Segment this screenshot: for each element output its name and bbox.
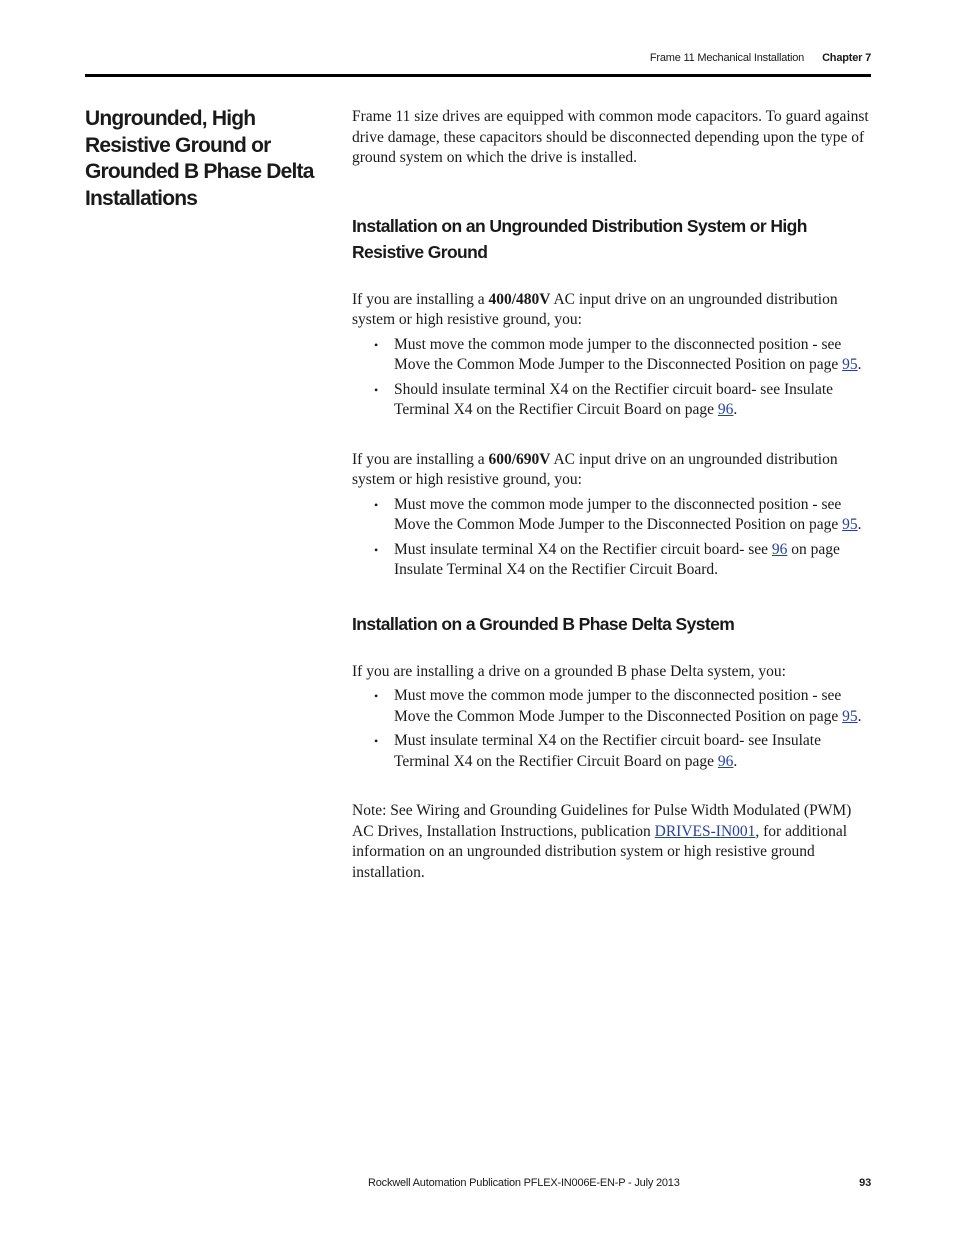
bullet-icon: • [374, 337, 379, 352]
publication-link[interactable]: DRIVES-IN001 [654, 822, 756, 840]
section1-list-b [352, 495, 872, 581]
bullet-icon: • [374, 542, 379, 557]
voltage-600-690: 600/690V [488, 450, 551, 468]
bullet-icon: • [374, 734, 379, 748]
page-link-96[interactable]: 96 [771, 540, 788, 558]
section2-list [352, 686, 872, 772]
intro-paragraph: Frame 11 size drives are equipped with common mode capacitors. To guard against drive damage, these capacitors should be disconnected depending upon the type of ground system on which the drive is installed. [352, 108, 869, 166]
section1-paragraph-a: If you are installing a 400/480V AC input drive on an ungrounded distribution system or high resistive ground, you: [352, 290, 838, 328]
page-link-96[interactable]: 96 [717, 752, 734, 770]
main-content [352, 107, 872, 883]
running-header [0, 52, 871, 64]
section2-paragraph: If you are installing a drive on a grounded B phase Delta system, you: [352, 662, 786, 680]
bullet-icon: • [374, 689, 379, 703]
note-paragraph: Note: See Wiring and Grounding Guidelines for Pulse Width Modulated (PWM) AC Drives, Installation Instructions, publication DRIVES-IN001, for additional information on an ungrounded distribution system or high resistive ground installation. [352, 802, 852, 881]
page-number: 93 [859, 1177, 871, 1189]
section2-heading: Installation on a Grounded B Phase Delta System [352, 613, 735, 634]
section1-heading: Installation on an Ungrounded Distribution System or High Resistive Ground [352, 215, 807, 262]
header-chapter-label: Chapter 7 [822, 52, 871, 64]
footer-publication: Rockwell Automation Publication PFLEX-IN006E-EN-P - July 2013 [368, 1177, 680, 1189]
bullet-icon: • [374, 497, 379, 512]
bullet-icon: • [374, 382, 379, 397]
list-item: • Must insulate terminal X4 on the Rectifier circuit board- see 96 on page Insulate Terminal X4 on the Rectifier Circuit Board. [374, 540, 840, 578]
page-link-95[interactable]: 95 [842, 356, 858, 373]
list-item: • Must move the common mode jumper to the disconnected position - see Move the Common Mode Jumper to the Disconnected Position on page 95. [374, 335, 862, 373]
section1-paragraph-b: If you are installing a 600/690V AC input drive on an ungrounded distribution system or high resistive ground, you: [352, 450, 838, 488]
page-link-95[interactable]: 95 [842, 707, 858, 725]
list-item: • Must move the common mode jumper to the disconnected position - see Move the Common Mode Jumper to the Disconnected Position on page 95. [374, 687, 862, 725]
page-link-96[interactable]: 96 [717, 401, 734, 418]
section-side-title: Ungrounded, High Resistive Ground or Grounded B Phase Delta Installations [85, 107, 314, 210]
page-link-95[interactable]: 95 [842, 516, 858, 533]
header-section-title: Frame 11 Mechanical Installation [649, 52, 805, 64]
list-item: • Should insulate terminal X4 on the Rectifier circuit board- see Insulate Terminal X4 on the Rectifier Circuit Board on page 96. [374, 380, 834, 418]
list-item: • Must insulate terminal X4 on the Rectifier circuit board- see Insulate Terminal X4 on the Rectifier Circuit Board on page 96. [374, 732, 821, 770]
voltage-400-480: 400/480V [488, 290, 551, 308]
header-rule [85, 74, 871, 77]
section1-list-a [352, 335, 872, 421]
list-item: • Must move the common mode jumper to the disconnected position - see Move the Common Mode Jumper to the Disconnected Position on page 95. [374, 495, 862, 533]
